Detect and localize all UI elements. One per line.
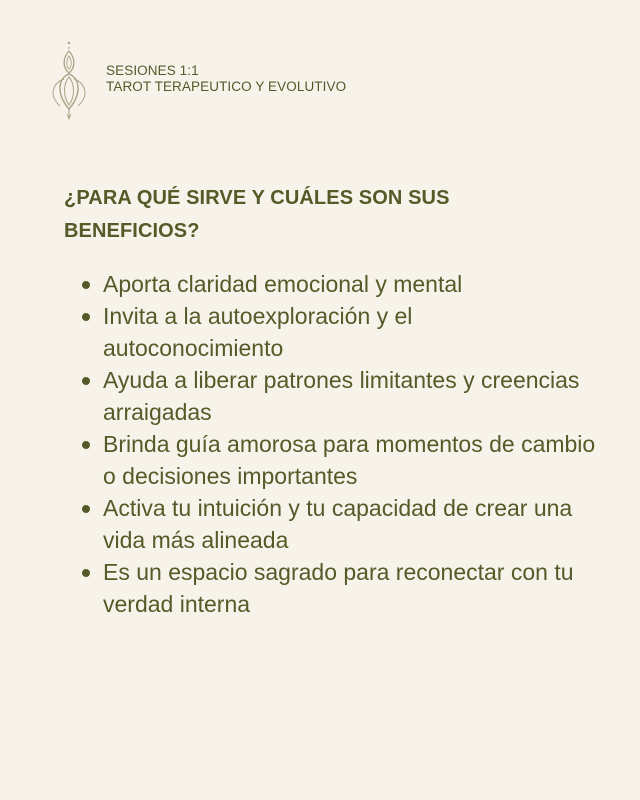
list-item-text: Ayuda a liberar patrones limitantes y creencias arraigadas: [103, 367, 580, 425]
bullet-dot-icon: [82, 505, 90, 513]
list-item: [78, 268, 598, 300]
heading-line-2: BENEFICIOS?: [64, 220, 200, 242]
list-item: [78, 556, 598, 620]
list-item-text: Brinda guía amorosa para momentos de cambio o decisiones importantes: [103, 431, 596, 489]
bullet-dot-icon: [82, 281, 90, 289]
bullet-dot-icon: [82, 441, 90, 449]
brand-subtitle: TAROT TERAPEUTICO Y EVOLUTIVO: [106, 79, 347, 94]
lotus-flame-icon: [44, 38, 94, 122]
brand-text: [106, 63, 346, 95]
benefits-list: [78, 268, 598, 620]
bullet-dot-icon: [82, 377, 90, 385]
list-item: [78, 300, 598, 364]
heading-line-1: ¿PARA QUÉ SIRVE Y CUÁLES SON SUS: [64, 187, 450, 209]
list-item-text: Activa tu intuición y tu capacidad de crear una vida más alineada: [103, 495, 573, 553]
list-item: [78, 492, 598, 556]
list-item: [78, 428, 598, 492]
brand-title: SESIONES 1:1: [106, 63, 199, 78]
bullet-dot-icon: [82, 569, 90, 577]
list-item-text: Aporta claridad emocional y mental: [103, 271, 463, 297]
bullet-dot-icon: [82, 313, 90, 321]
list-item: [78, 364, 598, 428]
list-item-text: Es un espacio sagrado para reconectar con tu verdad interna: [103, 559, 574, 617]
page-heading: [64, 182, 584, 248]
list-item-text: Invita a la autoexploración y el autoconocimiento: [103, 303, 413, 361]
